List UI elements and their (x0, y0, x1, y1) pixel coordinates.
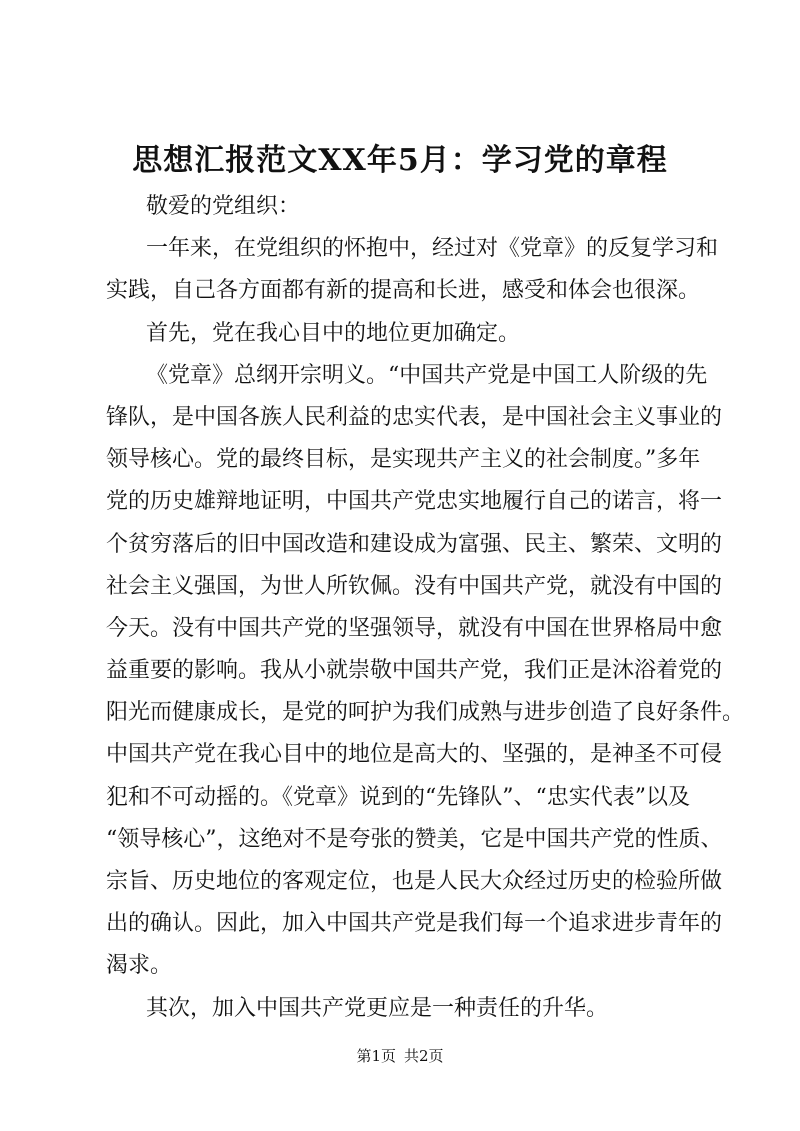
text-line: 其次，加入中国共产党更应是一种责任的升华。 (146, 995, 609, 1021)
text-line: 个贫穷落后的旧中国改造和建设成为富强、民主、繁荣、文明的 (106, 531, 723, 557)
paragraph-salutation (106, 186, 706, 228)
text-line: 实践，自己各方面都有新的提高和长进，感受和体会也很深。 (106, 278, 701, 304)
text-line: 今天。没有中国共产党的坚强领导，就没有中国在世界格局中愈 (106, 615, 723, 641)
text-line: 宗旨、历史地位的客观定位，也是人民大众经过历史的检验所做 (106, 869, 723, 894)
text-line: 犯和不可动摇的。《党章》说到的“先锋队”、“忠实代表”以及 (106, 784, 690, 810)
text-line: 社会主义强国，为世人所钦佩。没有中国共产党，就没有中国的 (106, 573, 723, 599)
text-line: 益重要的影响。我从小就崇敬中国共产党，我们正是沐浴着党的 (106, 658, 723, 684)
text-line: 锋队，是中国各族人民利益的忠实代表，是中国社会主义事业的 (106, 404, 723, 430)
paragraph-main (106, 355, 745, 988)
paragraph-intro (106, 228, 719, 312)
text-line: 阳光而健康成长，是党的呵护为我们成熟与进步创造了良好条件。 (106, 700, 745, 726)
text-line: 出的确认。因此，加入中国共产党是我们每一个追求进步青年的 (106, 911, 723, 937)
paragraph-second-point (106, 988, 706, 1030)
text-line: 领导核心。党的最终目标，是实现共产主义的社会制度。”多年 (106, 447, 701, 473)
page-footer (0, 1046, 800, 1066)
document-title: 思想汇报范文XX年5月：学习党的章程 (132, 143, 668, 178)
text-line: 渴求。 (106, 953, 173, 979)
document-body (106, 186, 745, 1030)
page-number: 第1页 (356, 1047, 396, 1065)
paragraph-first-point (106, 313, 706, 355)
text-line: 一年来，在党组织的怀抱中，经过对《党章》的反复学习和 (146, 236, 719, 262)
text-line: 《党章》总纲开宗明义。“中国共产党是中国工人阶级的先 (146, 362, 708, 388)
text-line: 敬爱的党组织： (146, 194, 301, 219)
text-line: 中国共产党在我心目中的地位是高大的、坚强的，是神圣不可侵 (106, 742, 723, 768)
text-line: 党的历史雄辩地证明，中国共产党忠实地履行自己的诺言，将一 (106, 489, 723, 515)
text-line: 首先，党在我心目中的地位更加确定。 (146, 320, 521, 346)
text-line: “领导核心”，这绝对不是夸张的赞美，它是中国共产党的性质、 (106, 826, 723, 852)
page-total: 共2页 (404, 1047, 444, 1065)
